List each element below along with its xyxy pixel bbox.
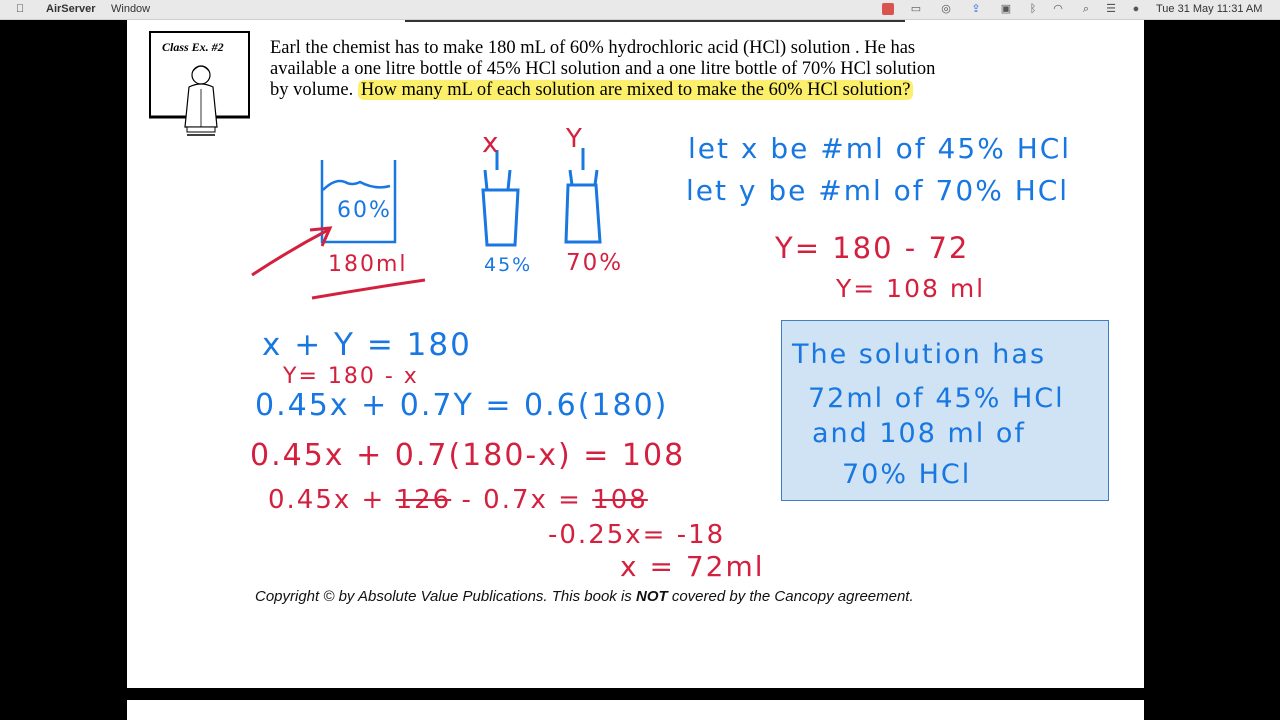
equation-5-cancelled-108: 108 (592, 485, 648, 515)
screens-icon[interactable]: ▭ (910, 3, 922, 15)
highlighted-question: How many mL of each solution are mixed to make the 60% HCl solution? (358, 80, 914, 100)
radar-icon[interactable]: ◎ (941, 3, 951, 15)
problem-line-3-prefix: by volume. (270, 80, 354, 100)
answer-line-1: The solution has (792, 339, 1047, 370)
copyright-not: NOT (635, 588, 668, 605)
menu-bar (0, 0, 1280, 20)
upload-icon[interactable]: ⇪ (971, 3, 981, 15)
menu-window[interactable]: Window (111, 3, 151, 15)
definition-y: let y be #ml of 70% HCl (686, 174, 1070, 207)
sketch-drawings (240, 130, 660, 310)
equation-7: x = 72ml (620, 550, 765, 583)
beaker-volume: 180ml (328, 252, 408, 277)
siri-icon[interactable]: ● (1132, 3, 1140, 15)
equation-5-part-c: - 0.7x = (461, 485, 582, 515)
control-center-icon[interactable]: ☰ (1106, 3, 1116, 15)
y-solution-line-1: Y= 180 - 72 (775, 231, 970, 265)
beaker-percent: 60% (337, 198, 392, 223)
class-example-logo (149, 31, 250, 138)
equation-3: 0.45x + 0.7Y = 0.6(180) (255, 388, 669, 423)
equation-2: Y= 180 - x (283, 364, 419, 389)
bottle-y-label: Y (566, 124, 584, 154)
bluetooth-icon[interactable]: ᛒ (1029, 3, 1037, 15)
problem-line-2: available a one litre bottle of 45% HCl solution and a one litre bottle of 70% HCl solution (270, 59, 936, 79)
apple-icon[interactable] (16, 3, 24, 15)
bottle-y-percent: 70% (566, 250, 624, 276)
equation-4: 0.45x + 0.7(180-x) = 108 (250, 438, 686, 473)
monitor-icon[interactable]: ▣ (1000, 3, 1012, 15)
problem-line-1: Earl the chemist has to make 180 mL of 60% hydrochloric acid (HCl) solution . He has (270, 38, 916, 58)
page-top-rule (405, 20, 905, 22)
wifi-icon[interactable]: ◠ (1053, 3, 1063, 15)
problem-statement (270, 38, 1050, 101)
answer-box (781, 320, 1109, 501)
equation-5 (268, 485, 648, 515)
record-icon[interactable] (882, 3, 894, 15)
bottle-x-sketch (483, 150, 518, 245)
copyright-notice (255, 588, 914, 605)
copyright-prefix: Copyright © by Absolute Value Publications. This book is (255, 588, 632, 605)
menu-clock[interactable]: Tue 31 May 11:31 AM (1156, 3, 1263, 15)
answer-line-4: 70% HCl (842, 459, 972, 490)
bottle-y-sketch (566, 148, 600, 242)
definition-x: let x be #ml of 45% HCl (688, 132, 1072, 165)
equation-6: -0.25x= -18 (548, 520, 726, 550)
bottle-x-label: x (482, 126, 501, 159)
answer-line-3: and 108 ml of (812, 418, 1026, 449)
logo-label: Class Ex. #2 (162, 40, 224, 54)
next-page-edge (127, 700, 1144, 720)
equation-1: x + Y = 180 (262, 327, 472, 363)
y-solution-line-2: Y= 108 ml (836, 274, 986, 303)
search-icon[interactable]: ⌕ (1082, 3, 1090, 15)
answer-line-2: 72ml of 45% HCl (808, 383, 1065, 414)
problem-line-3 (270, 80, 1050, 101)
copyright-suffix: covered by the Cancopy agreement. (671, 588, 914, 605)
equation-5-part-a: 0.45x + (268, 485, 386, 515)
equation-5-cancelled-126: 126 (395, 485, 452, 515)
bottle-x-percent: 45% (484, 254, 533, 276)
app-menu-airserver[interactable]: AirServer (46, 3, 96, 15)
